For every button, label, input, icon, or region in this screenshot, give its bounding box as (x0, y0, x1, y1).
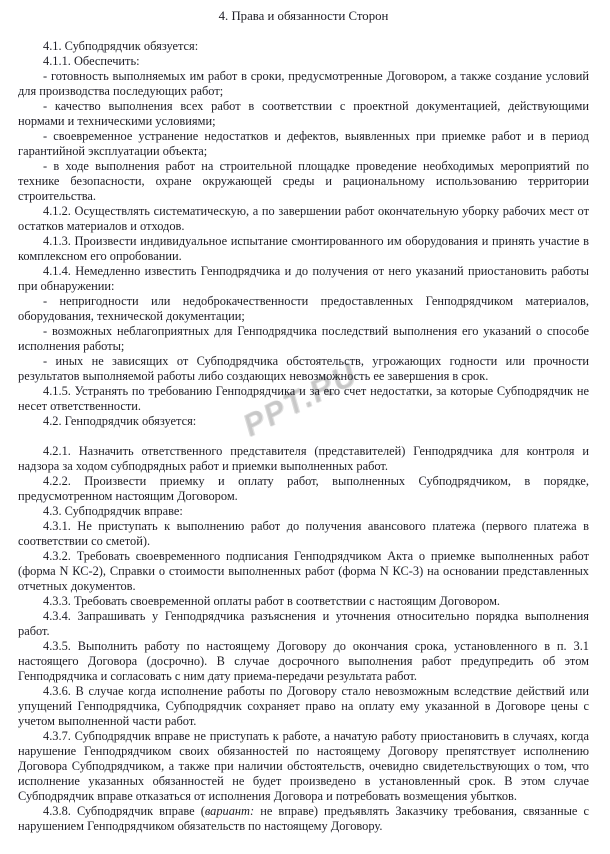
clause-4-1-1-item-safety: - в ходе выполнения работ на строительной площадке проведение необходимых мероприятий по технике безопасности, охране окружающей среды и рациональному использованию территории строительства. (18, 159, 589, 203)
clause-4-3-1: 4.3.1. Не приступать к выполнению работ до получения авансового платежа (первого платежа в соответствии со сметой). (18, 519, 589, 548)
document-content (18, 9, 589, 834)
clause-4-1-1-item-quality: - качество выполнения всех работ в соответствии с проектной документацией, действующими нормами и техническими условиями; (18, 99, 589, 128)
clause-4-3-4: 4.3.4. Запрашивать у Генподрядчика разъяснения и уточнения относительно порядка выполнения работ. (18, 609, 589, 638)
clause-4-1-4-item-materials: - непригодности или недоброкачественности предоставленных Генподрядчиком материалов, оборудования, технической документации; (18, 294, 589, 323)
clause-4-3-8-variant-italic: вариант: (204, 804, 255, 818)
clause-4-3-3: 4.3.3. Требовать своевременной оплаты работ в соответствии с настоящим Договором. (43, 594, 501, 608)
clause-4-3-2: 4.3.2. Требовать своевременного подписания Генподрядчиком Акта о приемке выполненных работ (форма N КС-2), Справки о стоимости выполненных работ (форма N КС-3) на основании представленных отчетных документов. (18, 549, 589, 593)
ppt-ru-watermark: PPT.RU (236, 355, 363, 444)
clause-4-1-1-item-readiness: - готовность выполняемых им работ в сроки, предусмотренные Договором, а также создание условий для производства последующих работ; (18, 69, 589, 98)
section-title: 4. Права и обязанности Сторон (218, 9, 389, 23)
clause-4-1-4-heading: 4.1.4. Немедленно известить Генподрядчика и до получения от него указаний приостановить работы при обнаружении: (18, 264, 589, 293)
clause-4-1-3: 4.1.3. Произвести индивидуальное испытание смонтированного им оборудования и принять участие в комплексном его опробовании. (18, 234, 589, 263)
clause-4-1-1-item-defects: - своевременное устранение недостатков и дефектов, выявленных при приемке работ и в период гарантийной эксплуатации объекта; (18, 129, 589, 158)
clause-4-1-2: 4.1.2. Осуществлять систематическую, а по завершении работ окончательную уборку рабочих мест от остатков материалов и отходов. (18, 204, 589, 233)
clause-4-1-4-item-consequences: - возможных неблагоприятных для Генподрядчика последствий выполнения его указаний о способе исполнения работы; (18, 324, 589, 353)
clause-4-2-2: 4.2.2. Произвести приемку и оплату работ, выполненных Субподрядчиком, в порядке, предусмотренном настоящим Договором. (18, 474, 589, 503)
clause-4-2-heading: 4.2. Генподрядчик обязуется: (43, 414, 197, 428)
clause-4-2-1: 4.2.1. Назначить ответственного представителя (представителей) Генподрядчика для контроля и надзора за ходом субподрядных работ и приемки выполненных работ. (18, 444, 589, 473)
clause-4-1-5: 4.1.5. Устранять по требованию Генподрядчика и за его счет недостатки, за которые Субподрядчик не несет ответственности. (18, 384, 589, 413)
clause-4-1-heading: 4.1. Субподрядчик обязуется: (43, 39, 199, 53)
clause-4-1-1-heading: 4.1.1. Обеспечить: (43, 54, 140, 68)
clause-4-3-7: 4.3.7. Субподрядчик вправе не приступать к работе, а начатую работу приостановить в случаях, когда нарушение Генподрядчиком своих обязанностей по настоящему Договору препятствует исполнению Договора Субподрядчиком, а также при наличии обстоятельств, очевидно свидетельствующих о том, что исполнение указанных обязанностей не будет произведено в установленный срок. В этом случае Субподрядчик вправе отказаться от исполнения Договора и потребовать возмещения убытков. (18, 729, 589, 803)
clause-4-3-8-pre: 4.3.8. Субподрядчик вправе ( (43, 804, 205, 818)
clause-4-3-heading: 4.3. Субподрядчик вправе: (43, 504, 183, 518)
clause-4-3-8-post: не вправе) предъявлять Заказчику требования, связанные с нарушением Генподрядчиком обязательств по настоящему Договору. (18, 804, 589, 833)
clause-4-3-5: 4.3.5. Выполнить работу по настоящему Договору до окончания срока, установленного в п. 3.1 настоящего Договора (досрочно). В случае досрочного выполнения работ предупредить об этом Генподрядчика и согласовать с ним дату приема-передачи результата работ. (18, 639, 589, 683)
clause-4-3-6: 4.3.6. В случае когда исполнение работы по Договору стало невозможным вследствие действий или упущений Генподрядчика, Субподрядчик сохраняет право на оплату ему указанной в Договоре цены с учетом выполненной части работ. (18, 684, 589, 728)
clause-4-1-4-item-other: - иных не зависящих от Субподрядчика обстоятельств, угрожающих годности или прочности результатов выполняемой работы либо создающих невозможность ее завершения в срок. (18, 354, 589, 383)
clause-4-3-8 (18, 804, 589, 834)
blank-line (18, 429, 589, 444)
